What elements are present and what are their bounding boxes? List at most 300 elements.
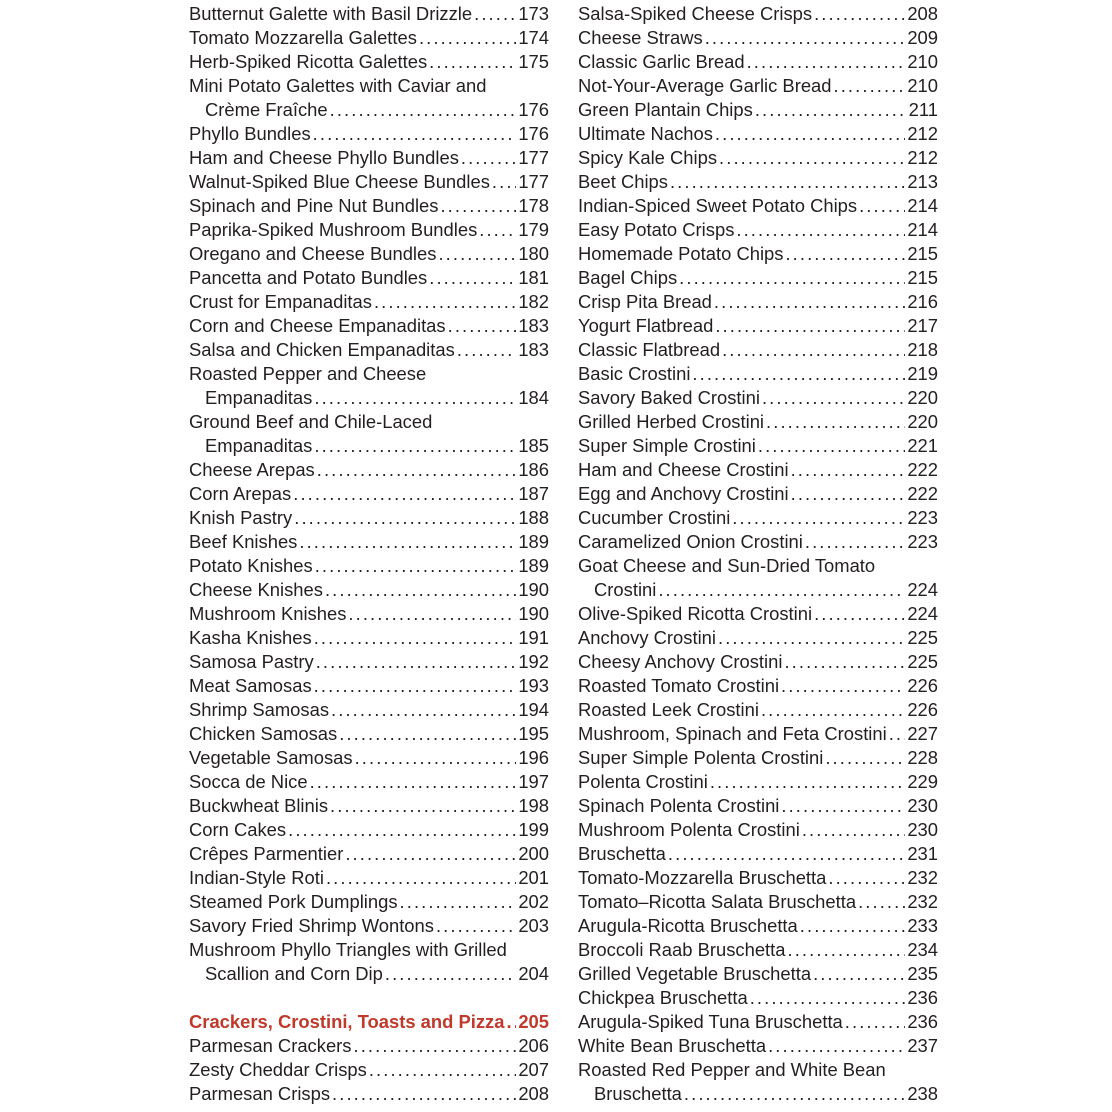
index-entry (189, 770, 549, 794)
dot-leader (291, 482, 516, 506)
dot-leader (455, 338, 517, 362)
index-entry (189, 482, 549, 506)
entry-page-number: 199 (518, 819, 549, 840)
dot-leader (329, 698, 516, 722)
dot-leader (730, 506, 905, 530)
entry-page-number: 175 (518, 51, 549, 72)
index-entry (189, 650, 549, 674)
entry-title: Zesty Cheddar Crisps (189, 1059, 367, 1080)
index-entry (578, 482, 938, 506)
entry-page-number: 236 (907, 987, 938, 1008)
dot-leader (708, 770, 905, 794)
index-entry (578, 866, 938, 890)
entry-page-number: 195 (518, 723, 549, 744)
entry-page-number: 200 (518, 843, 549, 864)
entry-title: Samosa Pastry (189, 651, 314, 672)
index-entry (578, 842, 938, 866)
entry-page-number: 174 (518, 27, 549, 48)
entry-page-number: 189 (518, 531, 549, 552)
entry-page-number: 193 (518, 675, 549, 696)
entry-title: Roasted Red Pepper and White Bean (578, 1059, 886, 1080)
entry-page-number: 232 (907, 867, 938, 888)
index-entry (189, 722, 549, 746)
section-heading (189, 1010, 549, 1034)
dot-leader (343, 842, 516, 866)
entry-title: Corn and Cheese Empanaditas (189, 315, 446, 336)
index-entry (189, 1058, 549, 1082)
dot-leader (783, 242, 905, 266)
dot-leader (857, 194, 905, 218)
entry-page-number: 198 (518, 795, 549, 816)
entry-title: Buckwheat Blinis (189, 795, 329, 816)
index-entry (578, 218, 938, 242)
dot-leader (372, 290, 516, 314)
entry-page-number: 235 (907, 963, 938, 984)
entry-title: Broccoli Raab Bruschetta (578, 939, 786, 960)
entry-title: Tomato–Ricotta Salata Bruschetta (578, 891, 857, 912)
entry-title: Ham and Cheese Crostini (578, 459, 789, 480)
entry-page-number: 178 (518, 195, 549, 216)
entry-title: Grilled Vegetable Bruschetta (578, 963, 812, 984)
entry-title: Ultimate Nachos (578, 123, 713, 144)
index-entry (578, 26, 938, 50)
entry-page-number: 229 (907, 771, 938, 792)
dot-leader (800, 818, 906, 842)
index-entry (578, 602, 938, 626)
index-entry (578, 338, 938, 362)
index-entry (189, 362, 549, 386)
entry-title: Vegetable Samosas (189, 747, 353, 768)
index-entry (578, 794, 938, 818)
index-column-left (189, 2, 549, 1106)
entry-title: Corn Cakes (189, 819, 287, 840)
index-entry (578, 1010, 938, 1034)
entry-title: Pancetta and Potato Bundles (189, 267, 428, 288)
entry-page-number: 224 (907, 579, 938, 600)
dot-leader (477, 218, 516, 242)
entry-title: Mushroom Phyllo Triangles with Grilled (189, 939, 507, 960)
entry-title: Super Simple Polenta Crostini (578, 747, 824, 768)
entry-title: Shrimp Samosas (189, 699, 330, 720)
dot-leader (766, 1034, 905, 1058)
dot-leader (353, 746, 517, 770)
index-entry (578, 98, 938, 122)
entry-title: Basic Crostini (578, 363, 691, 384)
entry-title: Beet Chips (578, 171, 668, 192)
entry-title: Roasted Tomato Crostini (578, 675, 780, 696)
entry-page-number: 237 (907, 1035, 938, 1056)
entry-title: Potato Knishes (189, 555, 313, 576)
index-entry (189, 938, 549, 962)
entry-title: Salsa and Chicken Empanaditas (189, 339, 455, 360)
entry-page-number: 219 (907, 363, 938, 384)
entry-title: Easy Potato Crisps (578, 219, 735, 240)
dot-leader (887, 722, 906, 746)
entry-page-number: 215 (907, 267, 938, 288)
entry-title: Steamed Pork Dumplings (189, 891, 398, 912)
entry-title: Caramelized Onion Crostini (578, 531, 803, 552)
entry-page-number: 176 (518, 99, 549, 120)
index-entry (578, 1082, 938, 1106)
dot-leader (398, 890, 517, 914)
entry-title: Green Plantain Chips (578, 99, 753, 120)
entry-page-number: 216 (907, 291, 938, 312)
entry-page-number: 185 (518, 435, 549, 456)
index-entry (189, 74, 549, 98)
dot-leader (803, 530, 905, 554)
dot-leader (292, 506, 516, 530)
dot-leader (330, 1082, 516, 1106)
entry-title: Chicken Samosas (189, 723, 338, 744)
index-entry (578, 266, 938, 290)
dot-leader (811, 962, 905, 986)
index-entry (578, 2, 938, 26)
entry-title: Yogurt Flatbread (578, 315, 714, 336)
index-entry (189, 674, 549, 698)
entry-title: Arugula-Spiked Tuna Bruschetta (578, 1011, 843, 1032)
dot-leader (323, 578, 516, 602)
entry-title: Cheese Knishes (189, 579, 323, 600)
index-entry (578, 746, 938, 770)
entry-page-number: 220 (907, 411, 938, 432)
entry-page-number: 189 (518, 555, 549, 576)
index-entry (189, 554, 549, 578)
entry-title: Spinach and Pine Nut Bundles (189, 195, 439, 216)
dot-leader (717, 146, 905, 170)
dot-leader (312, 386, 516, 410)
entry-page-number: 209 (907, 27, 938, 48)
entry-page-number: 205 (518, 1011, 549, 1032)
dot-leader (753, 98, 907, 122)
entry-title: Walnut-Spiked Blue Cheese Bundles (189, 171, 490, 192)
index-entry (578, 74, 938, 98)
entry-title: Salsa-Spiked Cheese Crisps (578, 3, 813, 24)
dot-leader (748, 986, 906, 1010)
index-entry (189, 1034, 549, 1058)
dot-leader (490, 170, 516, 194)
entry-title: Knish Pastry (189, 507, 293, 528)
entry-page-number: 227 (907, 723, 938, 744)
index-entry (189, 26, 549, 50)
entry-page-number: 183 (518, 339, 549, 360)
index-entry (578, 170, 938, 194)
entry-title: Corn Arepas (189, 483, 292, 504)
index-entry (189, 866, 549, 890)
entry-page-number: 180 (518, 243, 549, 264)
entry-page-number: 182 (518, 291, 549, 312)
dot-leader (352, 1034, 517, 1058)
entry-title: Tomato-Mozzarella Bruschetta (578, 867, 827, 888)
index-entry (189, 530, 549, 554)
index-entry (578, 554, 938, 578)
entry-page-number: 212 (907, 147, 938, 168)
entry-page-number: 192 (518, 651, 549, 672)
entry-title: Cheese Arepas (189, 459, 315, 480)
entry-page-number: 177 (518, 147, 549, 168)
dot-leader (312, 674, 517, 698)
index-entry (189, 266, 549, 290)
dot-leader (745, 50, 906, 74)
index-entry (578, 410, 938, 434)
entry-title: Crisp Pita Bread (578, 291, 712, 312)
entry-title: Mushroom Polenta Crostini (578, 819, 800, 840)
entry-page-number: 215 (907, 243, 938, 264)
dot-leader (328, 98, 517, 122)
entry-title: Crostini (594, 579, 657, 600)
entry-title: Paprika-Spiked Mushroom Bundles (189, 219, 478, 240)
index-entry (578, 962, 938, 986)
entry-title: Scallion and Corn Dip (205, 963, 383, 984)
index-entry (578, 698, 938, 722)
entry-title: Oregano and Cheese Bundles (189, 243, 437, 264)
dot-leader (504, 1010, 516, 1034)
entry-title: Butternut Galette with Basil Drizzle (189, 3, 473, 24)
dot-leader (682, 1082, 905, 1106)
dot-leader (668, 170, 905, 194)
index-entry (578, 650, 938, 674)
entry-page-number: 234 (907, 939, 938, 960)
index-entry (189, 146, 549, 170)
entry-title: Bruschetta (578, 843, 666, 864)
entry-page-number: 223 (907, 507, 938, 528)
entry-page-number: 197 (518, 771, 549, 792)
entry-title: Polenta Crostini (578, 771, 708, 792)
index-entry (578, 194, 938, 218)
entry-title: Empanaditas (205, 387, 313, 408)
index-entry (189, 194, 549, 218)
entry-title: Egg and Anchovy Crostini (578, 483, 789, 504)
index-entry (189, 842, 549, 866)
dot-leader (315, 458, 517, 482)
dot-leader (713, 122, 905, 146)
entry-title: Herb-Spiked Ricotta Galettes (189, 51, 428, 72)
dot-leader (734, 218, 905, 242)
entry-page-number: 204 (518, 963, 549, 984)
entry-page-number: 217 (907, 315, 938, 336)
dot-leader (472, 2, 516, 26)
dot-leader (812, 2, 905, 26)
dot-leader (826, 866, 905, 890)
entry-title: Goat Cheese and Sun-Dried Tomato (578, 555, 876, 576)
entry-page-number: 228 (907, 747, 938, 768)
dot-leader (312, 626, 517, 650)
entry-title: Socca de Nice (189, 771, 308, 792)
index-entry (189, 818, 549, 842)
dot-leader (459, 146, 516, 170)
dot-leader (712, 290, 905, 314)
entry-title: Cucumber Crostini (578, 507, 731, 528)
dot-leader (436, 242, 516, 266)
dot-leader (324, 866, 516, 890)
entry-page-number: 206 (518, 1035, 549, 1056)
index-entry (578, 578, 938, 602)
index-entry (189, 962, 549, 986)
dot-leader (789, 482, 906, 506)
entry-title: White Bean Bruschetta (578, 1035, 767, 1056)
entry-page-number: 226 (907, 675, 938, 696)
entry-page-number: 225 (907, 627, 938, 648)
dot-leader (764, 410, 905, 434)
index-entry (189, 170, 549, 194)
index-entry (578, 722, 938, 746)
entry-title: Bruschetta (594, 1083, 682, 1104)
entry-title: Mini Potato Galettes with Caviar and (189, 75, 487, 96)
dot-leader (438, 194, 516, 218)
dot-leader (779, 674, 905, 698)
entry-title: Arugula-Ricotta Bruschetta (578, 915, 798, 936)
dot-leader (856, 890, 905, 914)
index-entry (578, 914, 938, 938)
dot-leader (703, 26, 906, 50)
entry-page-number: 208 (907, 3, 938, 24)
index-entry (189, 890, 549, 914)
dot-leader (337, 722, 516, 746)
dot-leader (328, 794, 516, 818)
entry-title: Super Simple Crostini (578, 435, 756, 456)
index-entry (189, 434, 549, 458)
entry-page-number: 183 (518, 315, 549, 336)
index-entry (578, 986, 938, 1010)
index-entry (578, 362, 938, 386)
dot-leader (823, 746, 905, 770)
entry-title: Indian-Style Roti (189, 867, 324, 888)
entry-title: Spinach Polenta Crostini (578, 795, 780, 816)
index-column-right (578, 2, 938, 1106)
dot-leader (713, 314, 905, 338)
dot-leader (789, 458, 906, 482)
entry-page-number: 221 (907, 435, 938, 456)
entry-page-number: 208 (518, 1083, 549, 1104)
entry-page-number: 181 (518, 267, 549, 288)
entry-title: Parmesan Crisps (189, 1083, 331, 1104)
index-entry (189, 698, 549, 722)
entry-title: Phyllo Bundles (189, 123, 311, 144)
dot-leader (666, 842, 905, 866)
entry-page-number: 218 (907, 339, 938, 360)
entry-page-number: 223 (907, 531, 938, 552)
entry-title: Empanaditas (205, 435, 313, 456)
entry-title: Ham and Cheese Phyllo Bundles (189, 147, 459, 168)
index-entry (578, 50, 938, 74)
index-entry (189, 314, 549, 338)
index-entry (578, 314, 938, 338)
dot-leader (782, 650, 905, 674)
entry-page-number: 184 (518, 387, 549, 408)
dot-leader (346, 602, 516, 626)
entry-page-number: 232 (907, 891, 938, 912)
index-entry (189, 386, 549, 410)
entry-page-number: 190 (518, 579, 549, 600)
entry-title: Anchovy Crostini (578, 627, 716, 648)
entry-page-number: 231 (907, 843, 938, 864)
entry-page-number: 224 (907, 603, 938, 624)
index-entry (189, 506, 549, 530)
entry-page-number: 176 (518, 123, 549, 144)
entry-page-number: 196 (518, 747, 549, 768)
dot-leader (314, 650, 517, 674)
entry-page-number: 233 (907, 915, 938, 936)
entry-title: Mushroom, Spinach and Feta Crostini (578, 723, 887, 744)
index-entry (578, 890, 938, 914)
entry-page-number: 173 (518, 3, 549, 24)
index-entry (189, 122, 549, 146)
index-entry (578, 290, 938, 314)
index-entry (189, 746, 549, 770)
index-entry (189, 626, 549, 650)
entry-page-number: 211 (908, 99, 938, 120)
entry-title: Roasted Leek Crostini (578, 699, 759, 720)
entry-page-number: 214 (907, 219, 938, 240)
dot-leader (297, 530, 516, 554)
dot-leader (690, 362, 905, 386)
entry-page-number: 220 (907, 387, 938, 408)
index-entry (189, 410, 549, 434)
entry-title: Crème Fraîche (205, 99, 328, 120)
entry-page-number: 203 (518, 915, 549, 936)
index-entry (189, 1082, 549, 1106)
entry-page-number: 202 (518, 891, 549, 912)
index-entry (578, 1058, 938, 1082)
dot-leader (760, 386, 905, 410)
dot-leader (677, 266, 905, 290)
dot-leader (759, 698, 905, 722)
entry-page-number: 222 (907, 483, 938, 504)
dot-leader (434, 914, 516, 938)
entry-page-number: 213 (907, 171, 938, 192)
entry-title: Indian-Spiced Sweet Potato Chips (578, 195, 858, 216)
entry-page-number: 194 (518, 699, 549, 720)
entry-page-number: 210 (907, 75, 938, 96)
entry-title: Spicy Kale Chips (578, 147, 718, 168)
index-entry (578, 626, 938, 650)
entry-title: Savory Baked Crostini (578, 387, 760, 408)
entry-title: Ground Beef and Chile-Laced (189, 411, 433, 432)
index-entry (578, 458, 938, 482)
entry-title: Homemade Potato Chips (578, 243, 784, 264)
index-entry (189, 602, 549, 626)
index-entry (578, 506, 938, 530)
entry-page-number: 230 (907, 819, 938, 840)
entry-title: Chickpea Bruschetta (578, 987, 748, 1008)
index-entry (189, 458, 549, 482)
entry-title: Tomato Mozzarella Galettes (189, 27, 417, 48)
index-entry (578, 770, 938, 794)
index-entry (189, 2, 549, 26)
dot-leader (779, 794, 905, 818)
entry-page-number: 226 (907, 699, 938, 720)
dot-leader (786, 938, 906, 962)
entry-title: Parmesan Crackers (189, 1035, 352, 1056)
index-entry (578, 242, 938, 266)
entry-title: Grilled Herbed Crostini (578, 411, 765, 432)
entry-page-number: 186 (518, 459, 549, 480)
index-entry (578, 818, 938, 842)
index-entry (578, 434, 938, 458)
entry-page-number: 188 (518, 507, 549, 528)
dot-leader (367, 1058, 516, 1082)
section-spacer (189, 986, 549, 1010)
dot-leader (427, 266, 516, 290)
entry-title: Crêpes Parmentier (189, 843, 344, 864)
entry-page-number: 212 (907, 123, 938, 144)
entry-title: Not-Your-Average Garlic Bread (578, 75, 832, 96)
entry-title: Roasted Pepper and Cheese (189, 363, 427, 384)
entry-page-number: 238 (907, 1083, 938, 1104)
dot-leader (312, 434, 516, 458)
index-entry (189, 290, 549, 314)
entry-title: Crust for Empanaditas (189, 291, 372, 312)
entry-title: Kasha Knishes (189, 627, 312, 648)
